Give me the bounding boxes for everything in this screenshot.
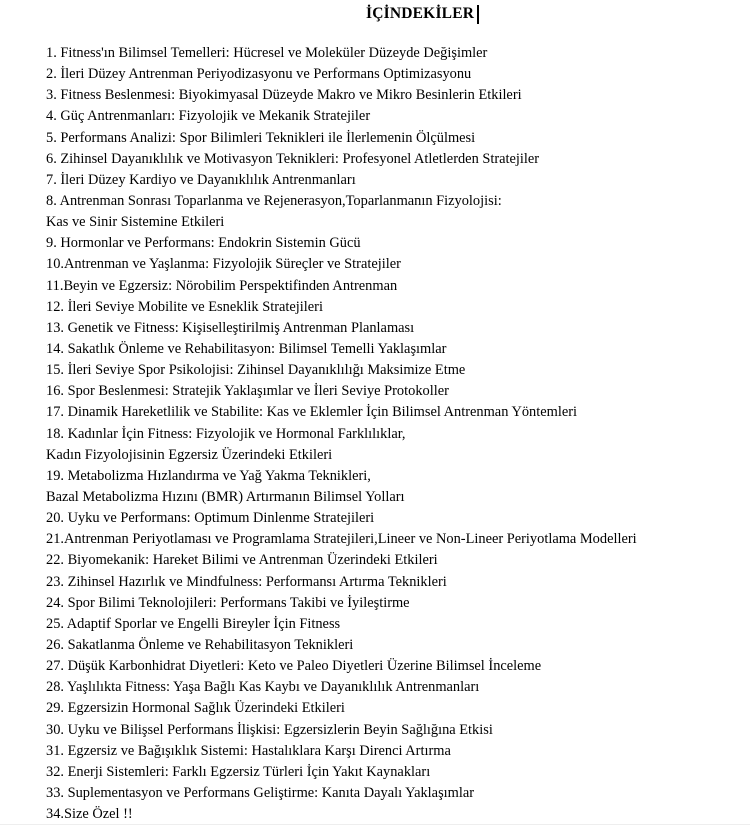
toc-line: 12. İleri Seviye Mobilite ve Esneklik Stratejileri xyxy=(46,298,323,315)
toc-line: 1. Fitness'ın Bilimsel Temelleri: Hücresel ve Moleküler Düzeyde Değişimler xyxy=(46,45,488,61)
toc-line: 2. İleri Düzey Antrenman Periyodizasyonu ve Performans Optimizasyonu xyxy=(46,66,472,83)
toc-line: 5. Performans Analizi: Spor Bilimleri Teknikleri ile İlerlemenin Ölçülmesi xyxy=(46,129,476,146)
toc-line: 3. Fitness Beslenmesi: Biyokimyasal Düzeyde Makro ve Mikro Besinlerin Etkileri xyxy=(46,87,522,104)
toc-line: 17. Dinamik Hareketlilik ve Stabilite: Kas ve Eklemler İçin Bilimsel Antrenman Yöntemleri xyxy=(46,404,577,421)
text-cursor xyxy=(477,5,479,24)
toc-line: 14. Sakatlık Önleme ve Rehabilitasyon: Bilimsel Temelli Yaklaşımlar xyxy=(46,340,447,357)
toc-line: 22. Biyomekanik: Hareket Bilimi ve Antrenman Üzerindeki Etkileri xyxy=(46,552,438,569)
toc-line: 23. Zihinsel Hazırlık ve Mindfulness: Performansı Artırma Teknikleri xyxy=(46,573,447,590)
toc-line: 25. Adaptif Sporlar ve Engelli Bireyler İçin Fitness xyxy=(46,615,341,632)
title-block xyxy=(366,2,479,26)
toc-line: Bazal Metabolizma Hızını (BMR) Artırmanın Bilimsel Yolları xyxy=(46,488,405,505)
toc-line: 8. Antrenman Sonrası Toparlanma ve Rejenerasyon,Toparlanmanın Fizyolojisi: xyxy=(46,192,502,209)
toc-line: 29. Egzersizin Hormonal Sağlık Üzerindeki Etkileri xyxy=(46,700,345,717)
toc-line: 6. Zihinsel Dayanıklılık ve Motivasyon Teknikleri: Profesyonel Atletlerden Stratejiler xyxy=(46,150,540,167)
toc-line: 15. İleri Seviye Spor Psikolojisi: Zihinsel Dayanıklılığı Maksimize Etme xyxy=(46,362,466,379)
toc-line: 24. Spor Bilimi Teknolojileri: Performans Takibi ve İyileştirme xyxy=(46,594,410,611)
toc-line: 10.Antrenman ve Yaşlanma: Fizyolojik Süreçler ve Stratejiler xyxy=(46,256,401,273)
toc-line: 19. Metabolizma Hızlandırma ve Yağ Yakma Teknikleri, xyxy=(46,467,371,484)
toc-line: 28. Yaşlılıkta Fitness: Yaşa Bağlı Kas Kaybı ve Dayanıklılık Antrenmanları xyxy=(46,679,480,696)
toc-line: 7. İleri Düzey Kardiyo ve Dayanıklılık Antrenmanları xyxy=(46,171,356,188)
toc-line: 34.Size Özel !! xyxy=(46,806,133,823)
toc-line: 9. Hormonlar ve Performans: Endokrin Sistemin Gücü xyxy=(46,235,361,252)
toc-line: 4. Güç Antrenmanları: Fizyolojik ve Mekanik Stratejiler xyxy=(46,108,371,125)
toc-line: 20. Uyku ve Performans: Optimum Dinlenme Stratejileri xyxy=(46,510,375,527)
toc-line: 26. Sakatlanma Önleme ve Rehabilitasyon Teknikleri xyxy=(46,636,354,653)
toc-line: 32. Enerji Sistemleri: Farklı Egzersiz Türleri İçin Yakıt Kaynakları xyxy=(46,763,431,780)
toc-line: 31. Egzersiz ve Bağışıklık Sistemi: Hastalıklara Karşı Direnci Artırma xyxy=(46,742,451,759)
toc-line: 21.Antrenman Periyotlaması ve Programlama Stratejileri,Lineer ve Non-Lineer Periyotlama Modelleri xyxy=(46,531,637,548)
toc-line: Kadın Fizyolojisinin Egzersiz Üzerindeki Etkileri xyxy=(46,446,333,463)
toc-line: 11.Beyin ve Egzersiz: Nörobilim Perspektifinden Antrenman xyxy=(46,277,398,294)
toc-line: 13. Genetik ve Fitness: Kişiselleştirilmiş Antrenman Planlaması xyxy=(46,319,415,336)
toc-line: Kas ve Sinir Sistemine Etkileri xyxy=(46,214,225,231)
table-of-contents xyxy=(46,43,750,825)
toc-line: 33. Suplementasyon ve Performans Geliştirme: Kanıta Dayalı Yaklaşımlar xyxy=(46,784,475,801)
toc-line: 27. Düşük Karbonhidrat Diyetleri: Keto ve Paleo Diyetleri Üzerine Bilimsel İnceleme xyxy=(46,658,542,675)
toc-line: 30. Uyku ve Bilişsel Performans İlişkisi: Egzersizlerin Beyin Sağlığına Etkisi xyxy=(46,721,493,738)
toc-line: 16. Spor Beslenmesi: Stratejik Yaklaşımlar ve İleri Seviye Protokoller xyxy=(46,383,449,400)
page-title: İÇİNDEKİLER xyxy=(366,5,475,22)
toc-line: 18. Kadınlar İçin Fitness: Fizyolojik ve Hormonal Farklılıklar, xyxy=(46,425,406,442)
